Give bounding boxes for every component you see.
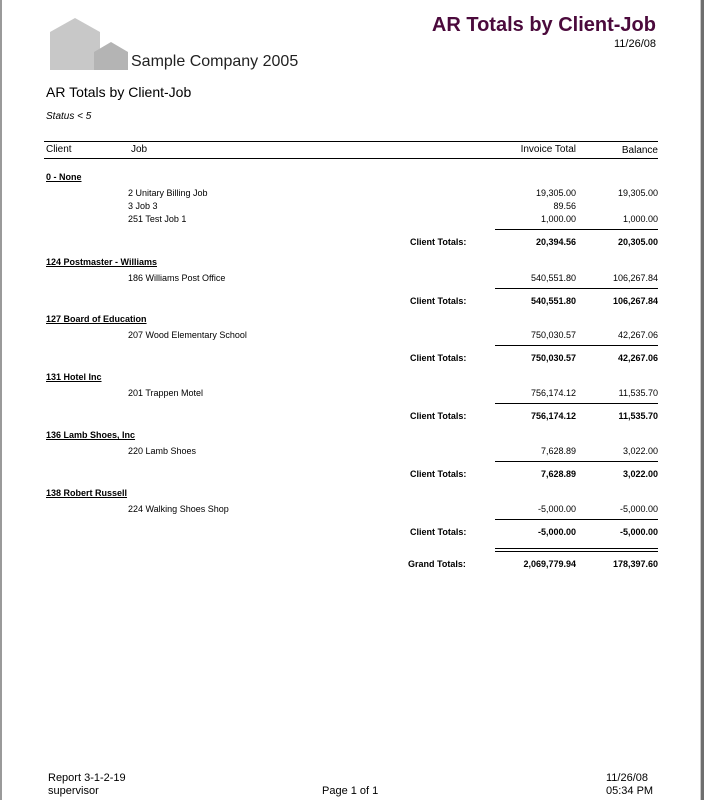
header-rule-bottom — [44, 158, 658, 159]
job-invoice-total: 7,628.89 — [540, 446, 576, 456]
job-name: 186 Williams Post Office — [128, 273, 226, 283]
job-balance: 1,000.00 — [622, 214, 658, 224]
client-invoice-total: 20,394.56 — [535, 237, 576, 247]
subtotal-rule — [495, 461, 658, 462]
client-totals-label: Client Totals: — [410, 469, 467, 479]
job-name: 3 Job 3 — [128, 201, 158, 211]
client-totals-label: Client Totals: — [410, 353, 467, 363]
client-balance: 42,267.06 — [617, 353, 658, 363]
client-invoice-total: -5,000.00 — [537, 527, 576, 537]
column-header-job: Job — [131, 144, 148, 155]
subtotal-rule — [495, 345, 658, 346]
company-logo-icon — [50, 18, 130, 70]
client-name: 138 Robert Russell — [46, 488, 128, 498]
job-invoice-total: 1,000.00 — [540, 214, 576, 224]
report-subtitle: AR Totals by Client-Job — [46, 84, 192, 100]
page-edge — [0, 0, 2, 800]
subtotal-rule — [495, 229, 658, 230]
job-name: 220 Lamb Shoes — [128, 446, 197, 456]
client-balance: 20,305.00 — [617, 237, 658, 247]
subtotal-rule — [495, 519, 658, 520]
job-balance: 19,305.00 — [617, 188, 658, 198]
job-name: 251 Test Job 1 — [128, 214, 187, 224]
job-invoice-total: 540,551.80 — [530, 273, 576, 283]
footer-time: 05:34 PM — [606, 785, 654, 797]
column-header-invoice-total: Invoice Total — [520, 144, 576, 155]
job-balance: 11,535.70 — [618, 388, 658, 398]
client-balance: 11,535.70 — [618, 411, 658, 421]
client-balance: -5,000.00 — [619, 527, 658, 537]
client-totals-label: Client Totals: — [410, 411, 467, 421]
client-balance: 3,022.00 — [622, 469, 658, 479]
job-invoice-total: 19,305.00 — [535, 188, 576, 198]
grand-balance: 178,397.60 — [612, 559, 658, 569]
report-title: AR Totals by Client-Job — [431, 14, 656, 36]
job-balance: 3,022.00 — [622, 446, 658, 456]
print-date: 11/26/08 — [613, 38, 656, 50]
client-name: 127 Board of Education — [46, 314, 147, 324]
client-totals-label: Client Totals: — [410, 527, 467, 537]
column-header-client: Client — [46, 144, 72, 155]
client-invoice-total: 750,030.57 — [530, 353, 576, 363]
filter-text: Status < 5 — [46, 111, 92, 122]
page-number: Page 1 of 1 — [322, 785, 379, 797]
footer-date: 11/26/08 — [606, 772, 649, 784]
grand-totals-label: Grand Totals: — [408, 559, 466, 569]
client-balance: 106,267.84 — [612, 296, 658, 306]
job-invoice-total: 89.56 — [553, 201, 576, 211]
grand-invoice-total: 2,069,779.94 — [523, 559, 576, 569]
job-name: 2 Unitary Billing Job — [128, 188, 208, 198]
client-invoice-total: 540,551.80 — [530, 296, 576, 306]
job-invoice-total: 756,174.12 — [530, 388, 576, 398]
client-invoice-total: 756,174.12 — [530, 411, 576, 421]
subtotal-rule — [495, 403, 658, 404]
job-name: 207 Wood Elementary School — [128, 330, 247, 340]
client-name: 0 - None — [46, 172, 82, 182]
job-balance: 106,267.84 — [612, 273, 658, 283]
grand-total-rule — [495, 548, 658, 549]
report-id: Report 3-1-2-19 — [48, 772, 126, 784]
subtotal-rule — [495, 288, 658, 289]
header-rule-top — [44, 141, 658, 142]
client-name: 136 Lamb Shoes, Inc — [46, 430, 136, 440]
client-totals-label: Client Totals: — [410, 237, 467, 247]
job-name: 201 Trappen Motel — [128, 388, 204, 398]
column-header-balance: Balance — [621, 145, 658, 156]
job-balance: -5,000.00 — [619, 504, 658, 514]
job-invoice-total: 750,030.57 — [530, 330, 576, 340]
grand-total-rule — [495, 551, 658, 552]
job-name: 224 Walking Shoes Shop — [128, 504, 229, 514]
company-name: Sample Company 2005 — [131, 53, 299, 70]
client-name: 124 Postmaster - Williams — [46, 257, 157, 267]
client-totals-label: Client Totals: — [410, 296, 467, 306]
report-user: supervisor — [48, 785, 99, 797]
client-invoice-total: 7,628.89 — [540, 469, 576, 479]
job-invoice-total: -5,000.00 — [537, 504, 576, 514]
job-balance: 42,267.06 — [617, 330, 658, 340]
client-name: 131 Hotel Inc — [46, 372, 102, 382]
